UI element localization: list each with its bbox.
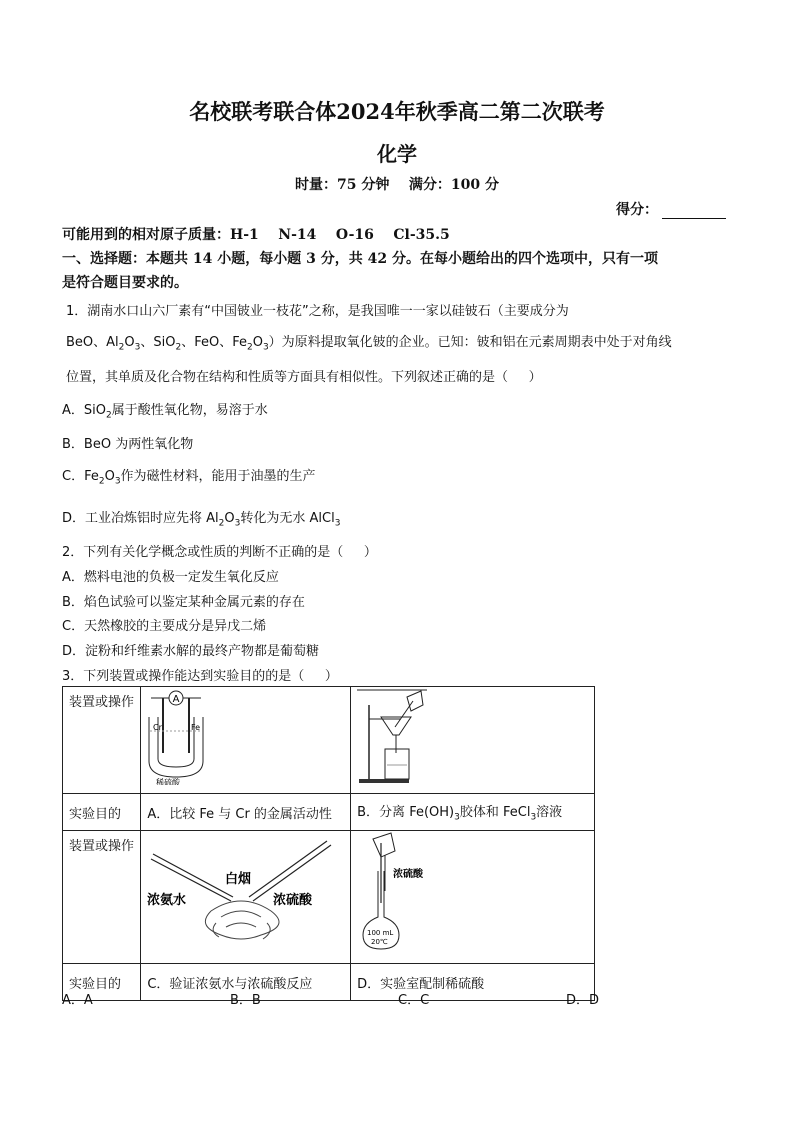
purpose-c: C．验证浓氨水与浓硫酸反应 xyxy=(141,964,351,1001)
exam-title: 名校联考联合体2024年秋季高二第二次联考 xyxy=(189,99,605,124)
q1-option-c: C．$Fe_2O_3$作为磁性材料，能用于油墨的生产 xyxy=(62,469,316,487)
q1-stem-line3: 位置，其单质及化合物在结构和性质等方面具有相似性。下列叙述正确的是（ ） xyxy=(66,370,542,385)
filtration-figure xyxy=(351,687,585,785)
left-electrode-label: Cr xyxy=(153,723,163,732)
row-label-purpose-1: 实验目的 xyxy=(63,794,141,831)
figure-d-cell xyxy=(351,831,595,964)
score-field xyxy=(616,199,726,219)
sulfuric-label: 浓硫酸 xyxy=(273,893,313,908)
white-smoke-figure xyxy=(141,831,341,955)
row-label-apparatus-2: 装置或操作 xyxy=(63,831,141,964)
flask-volume-label: 100 mL xyxy=(367,929,394,937)
score-blank xyxy=(662,204,726,219)
q1-option-b: B．BeO 为两性氧化物 xyxy=(62,437,194,452)
q2-option-a: A．燃料电池的负极一定发生氧化反应 xyxy=(62,570,279,585)
volumetric-flask-figure xyxy=(351,831,585,955)
exam-meta: 时量：75 分钟 满分：100 分 xyxy=(295,177,499,193)
figure-a-cell xyxy=(141,687,351,794)
purpose-b: B．分离 $Fe(OH)_3$胶体和 FeCl$_3$溶液 xyxy=(351,794,595,831)
atomic-masses: 可能用到的相对原子质量：H-1 N-14 O-16 Cl-35.5 xyxy=(62,227,450,243)
q3-answer-d[interactable]: D．D xyxy=(566,993,600,1008)
q1-option-d: D．工业冶炼铝时应先将 $Al_2O_3$转化为无水 AlCl$_3$ xyxy=(62,511,341,529)
galvanic-cell-figure xyxy=(141,687,341,785)
solution-label: 稀硫酸 xyxy=(156,778,181,785)
flask-temp-label: 20℃ xyxy=(371,938,388,946)
figure-c-cell xyxy=(141,831,351,964)
row-label-apparatus-1: 装置或操作 xyxy=(63,687,141,794)
ammonia-label: 浓氨水 xyxy=(147,893,187,908)
acid-label: 浓硫酸 xyxy=(393,869,424,880)
section1-heading-line1: 一、选择题：本题共 14 小题，每小题 3 分，共 42 分。在每小题给出的四个选项中，只有一项 xyxy=(62,251,658,267)
smoke-label: 白烟 xyxy=(225,872,252,887)
q3-stem: 3．下列装置或操作能达到实验目的的是（ ） xyxy=(62,669,338,684)
q2-option-b: B．焰色试验可以鉴定某种金属元素的存在 xyxy=(62,595,305,610)
q2-stem: 2．下列有关化学概念或性质的判断不正确的是（ ） xyxy=(62,545,377,560)
q1-stem-line1: 1．湖南水口山六厂素有“中国铍业一枝花”之称，是我国唯一一家以硅铍石（主要成分为 xyxy=(66,304,569,319)
q1-stem-line2: BeO、$Al_2O_3$、SiO$_2$、FeO、$Fe_2O_3$）为原料提取氧化铍的企业。已知：铍和铝在元素周期表中处于对角线 xyxy=(66,335,672,353)
subject-title: 化学 xyxy=(377,142,417,166)
ammeter-label: A xyxy=(172,694,180,705)
q1-option-a: A．SiO$_2$属于酸性氧化物，易溶于水 xyxy=(62,403,268,421)
q2-option-d: D．淀粉和纤维素水解的最终产物都是葡萄糖 xyxy=(62,644,320,659)
right-electrode-label: Fe xyxy=(191,723,201,732)
score-label: 得分： xyxy=(616,202,658,218)
q2-option-c: C．天然橡胶的主要成分是异戊二烯 xyxy=(62,619,267,634)
section1-heading-line2: 是符合题目要求的。 xyxy=(62,275,188,291)
q3-answer-a[interactable]: A．A xyxy=(62,993,93,1008)
q3-experiment-table xyxy=(62,686,595,1001)
q3-answer-b[interactable]: B．B xyxy=(230,993,261,1008)
purpose-d: D．实验室配制稀硫酸 xyxy=(351,964,595,1001)
q3-answer-c[interactable]: C．C xyxy=(398,993,430,1008)
purpose-a: A．比较 Fe 与 Cr 的金属活动性 xyxy=(141,794,351,831)
figure-b-cell xyxy=(351,687,595,794)
row-label-purpose-2: 实验目的 xyxy=(63,964,141,1001)
